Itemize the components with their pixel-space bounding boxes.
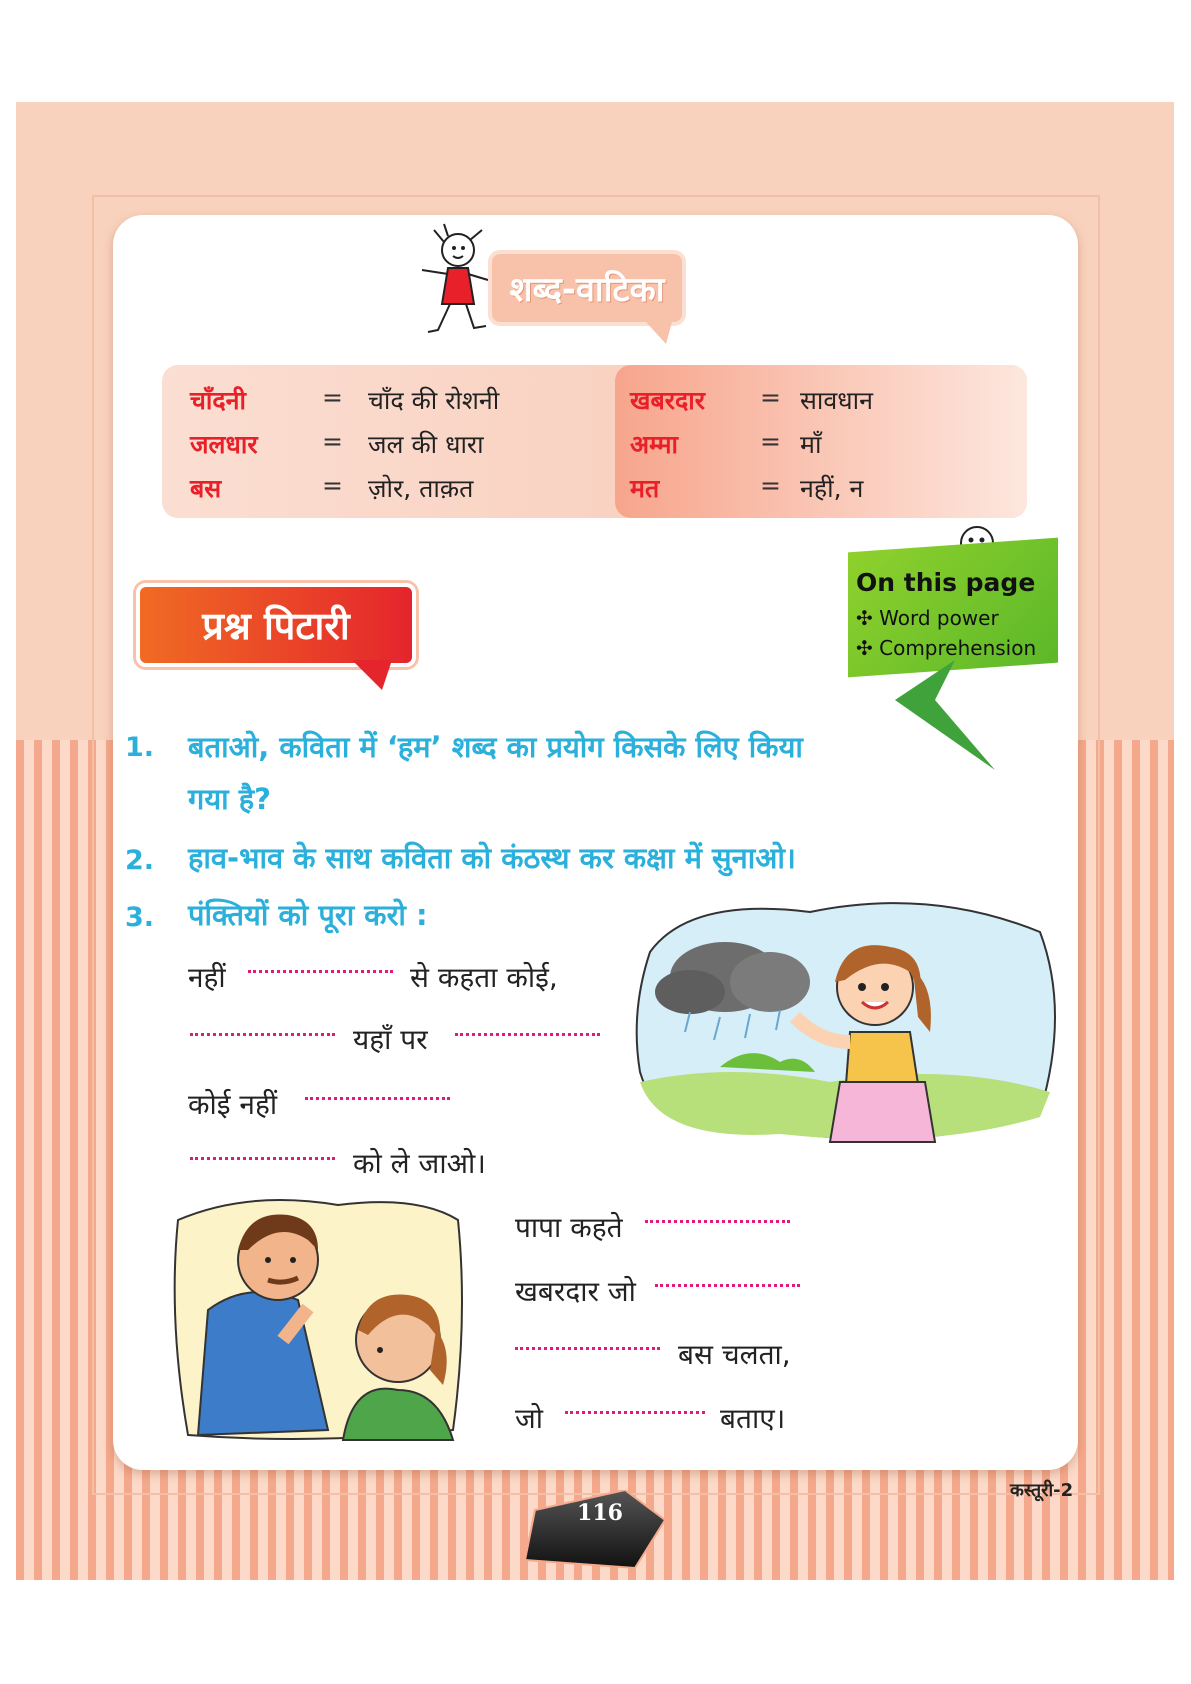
- blank-dotted-line[interactable]: [455, 1033, 600, 1036]
- on-this-page-item: ✣ Comprehension: [856, 636, 1037, 660]
- fill-text: से कहता कोई,: [410, 961, 558, 994]
- glossary-equals: =: [322, 427, 343, 456]
- fill-text: बताए।: [720, 1402, 786, 1435]
- father-and-girl-illustration: [168, 1190, 468, 1445]
- glossary-box: [162, 365, 1027, 518]
- banner-tail: [895, 660, 995, 770]
- question-number: 1.: [125, 732, 155, 763]
- fill-text: खबरदार जो: [515, 1275, 636, 1308]
- fill-text: को ले जाओ।: [353, 1147, 486, 1180]
- fill-text: बस चलता,: [678, 1338, 791, 1371]
- question-2: हाव-भाव के साथ कविता को कंठस्थ कर कक्षा में सुनाओ।: [188, 841, 796, 875]
- question-number: 3.: [125, 902, 155, 933]
- glossary-equals: =: [322, 471, 343, 500]
- book-title: कस्तूरी-2: [1010, 1480, 1074, 1501]
- fill-text: जो: [515, 1402, 544, 1435]
- glossary-row: अम्मा: [630, 430, 679, 459]
- glossary-row: बस: [190, 474, 222, 503]
- glossary-equals: =: [322, 383, 343, 412]
- section-header-shabd-vatika: शब्द-वाटिका: [488, 250, 686, 326]
- page-number: 116: [577, 1500, 623, 1526]
- question-3: पंक्तियों को पूरा करो :: [188, 898, 428, 932]
- girl-doodle-icon: [408, 222, 498, 342]
- blank-dotted-line[interactable]: [305, 1097, 450, 1100]
- fill-text: कोई नहीं: [188, 1088, 278, 1121]
- blank-dotted-line[interactable]: [515, 1347, 660, 1350]
- glossary-meaning: माँ: [800, 430, 822, 459]
- on-this-page-item: ✣ Word power: [856, 606, 999, 630]
- fill-text: पापा कहते: [515, 1211, 623, 1244]
- glossary-row: खबरदार: [630, 386, 705, 415]
- header-tail: [352, 660, 392, 690]
- glossary-meaning: नहीं, न: [800, 474, 864, 503]
- question-1-line2: गया है?: [188, 782, 271, 816]
- glossary-row: चाँदनी: [190, 386, 246, 415]
- glossary-equals: =: [760, 383, 781, 412]
- fill-text: यहाँ पर: [353, 1023, 428, 1056]
- blank-dotted-line[interactable]: [190, 1033, 335, 1036]
- glossary-equals: =: [760, 471, 781, 500]
- section-header-prashna-pitari: प्रश्न पिटारी: [136, 583, 416, 667]
- blank-dotted-line[interactable]: [565, 1411, 705, 1414]
- question-1-line1: बताओ, कविता में ‘हम’ शब्द का प्रयोग किसके लिए किया: [188, 730, 803, 764]
- glossary-meaning: सावधान: [800, 386, 874, 415]
- section-header-wrapper: [130, 577, 420, 665]
- glossary-meaning: जल की धारा: [368, 430, 484, 459]
- question-number: 2.: [125, 845, 155, 876]
- on-this-page-title: On this page: [856, 568, 1036, 597]
- glossary-meaning: ज़ोर, ताक़त: [368, 474, 474, 503]
- blank-dotted-line[interactable]: [645, 1220, 790, 1223]
- blank-dotted-line[interactable]: [655, 1284, 800, 1287]
- glossary-row: मत: [630, 474, 660, 503]
- glossary-row: जलधार: [190, 430, 258, 459]
- glossary-equals: =: [760, 427, 781, 456]
- girl-in-rain-illustration: [630, 892, 1060, 1152]
- blank-dotted-line[interactable]: [248, 970, 393, 973]
- fill-text: नहीं: [188, 961, 226, 994]
- blank-dotted-line[interactable]: [190, 1157, 335, 1160]
- glossary-meaning: चाँद की रोशनी: [368, 386, 500, 415]
